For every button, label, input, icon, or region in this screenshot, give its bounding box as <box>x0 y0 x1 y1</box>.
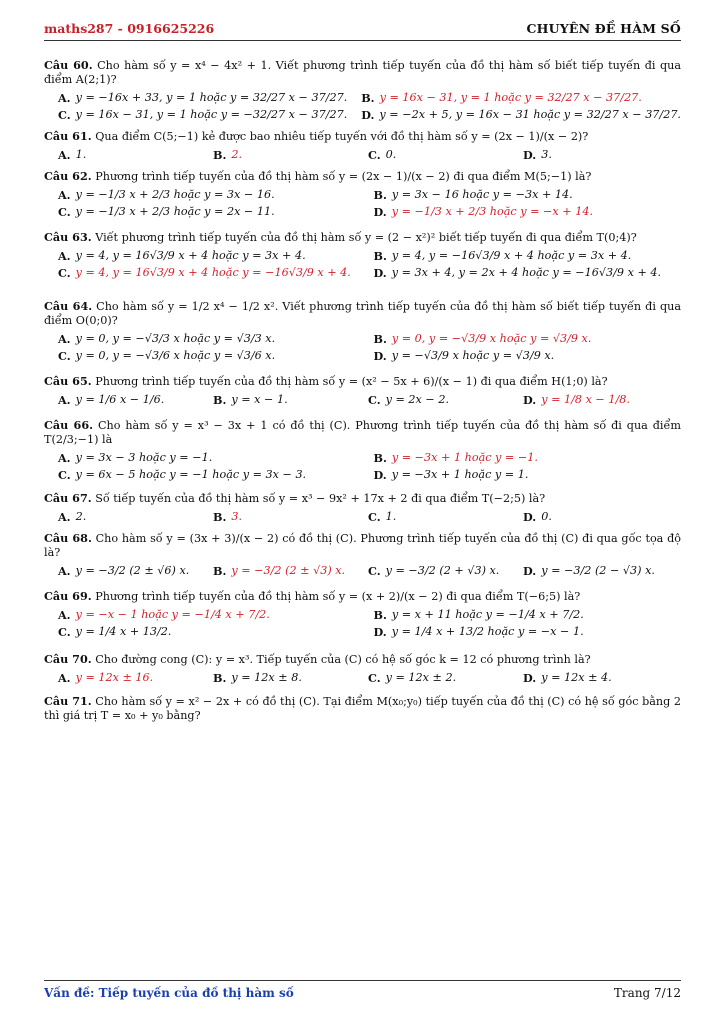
answer-option-a[interactable] <box>58 449 366 466</box>
option-value: 2. <box>231 147 243 161</box>
question-stem: Cho hàm số y = x⁴ − 4x² + 1. Viết phương trình tiếp tuyến của đồ thị hàm số biết tiếp tuyến đi qua điểm A(2;1)? <box>44 59 681 86</box>
question <box>44 374 681 408</box>
option-key: D. <box>523 392 537 407</box>
question <box>44 418 681 483</box>
option-key: A. <box>58 607 71 622</box>
answer-option-b[interactable] <box>213 669 368 686</box>
option-value: y = −1/3 x + 2/3 hoặc y = 3x − 16. <box>75 187 275 201</box>
answer-option-c[interactable] <box>368 146 523 163</box>
question-stem: Cho hàm số y = x² − 2x + có đồ thị (C). Tại điểm M(x₀;y₀) tiếp tuyến của đồ thị (C) có hệ số góc bằng 2 thì giá trị T = x₀ + y₀ bằng? <box>44 695 681 722</box>
question-stem: Phương trình tiếp tuyến của đồ thị hàm số y = (x + 2)/(x − 2) đi qua điểm T(−6;5) là? <box>95 590 581 603</box>
option-key: A. <box>58 392 71 407</box>
question-number: Câu 66. <box>44 418 94 432</box>
option-key: A. <box>58 147 71 162</box>
option-key: A. <box>58 563 71 578</box>
answer-options <box>44 89 681 123</box>
answer-option-d[interactable] <box>523 508 681 525</box>
option-value: y = −3/2 (2 ± √3) x. <box>231 563 346 577</box>
option-value: y = x + 11 hoặc y = −1/4 x + 7/2. <box>391 607 584 621</box>
option-key: D. <box>373 467 387 482</box>
answer-options <box>44 562 681 579</box>
question <box>44 169 681 220</box>
answer-option-a[interactable] <box>58 562 213 579</box>
answer-option-d[interactable] <box>523 146 681 163</box>
answer-options <box>44 606 681 640</box>
question-text <box>44 652 681 667</box>
answer-options <box>44 330 681 364</box>
question-stem: Cho hàm số y = 1/2 x⁴ − 1/2 x². Viết phương trình tiếp tuyến của đồ thị hàm số biết tiếp tuyến đi qua điểm O(0;0)? <box>44 300 681 327</box>
question-text <box>44 299 681 328</box>
question <box>44 230 681 281</box>
option-value: y = 12x ± 2. <box>385 670 457 684</box>
question-text <box>44 169 681 184</box>
question-stem: Số tiếp tuyến của đồ thị hàm số y = x³ − 9x² + 17x + 2 đi qua điểm T(−2;5) là? <box>95 492 546 505</box>
question-stem: Qua điểm C(5;−1) kẻ được bao nhiêu tiếp tuyến với đồ thị hàm số y = (2x − 1)/(x − 2)? <box>95 130 589 143</box>
option-key: A. <box>58 509 71 524</box>
question-text <box>44 531 681 560</box>
answer-options <box>44 508 681 525</box>
option-value: y = −3x + 1 hoặc y = −1. <box>391 450 538 464</box>
answer-option-d[interactable] <box>374 623 682 640</box>
option-key: C. <box>58 467 71 482</box>
option-value: y = 4, y = 16√3/9 x + 4 hoặc y = 3x + 4. <box>75 248 306 262</box>
answer-option-a[interactable] <box>58 508 213 525</box>
option-key: A. <box>58 90 71 105</box>
question-stem: Cho đường cong (C): y = x³. Tiếp tuyến của (C) có hệ số góc k = 12 có phương trình là? <box>95 653 591 666</box>
answer-option-d[interactable] <box>523 669 681 686</box>
option-value: y = 1/8 x − 1/8. <box>541 392 630 406</box>
answer-option-b[interactable] <box>213 146 368 163</box>
option-value: y = 12x ± 16. <box>75 670 154 684</box>
option-value: y = −x − 1 hoặc y = −1/4 x + 7/2. <box>75 607 270 621</box>
author-label: maths287 - 0916625226 <box>44 21 215 37</box>
answer-option-c[interactable] <box>368 391 523 408</box>
answer-option-d[interactable] <box>523 562 681 579</box>
answer-option-b[interactable] <box>213 508 368 525</box>
option-value: y = 12x ± 8. <box>231 670 302 684</box>
answer-option-b[interactable] <box>374 606 682 623</box>
option-key: C. <box>368 509 381 524</box>
option-value: y = −3/2 (2 − √3) x. <box>541 563 655 577</box>
answer-option-c[interactable] <box>368 669 523 686</box>
option-key: C. <box>368 563 381 578</box>
answer-option-d[interactable] <box>374 264 682 281</box>
option-key: D. <box>373 204 387 219</box>
option-value: y = 6x − 5 hoặc y = −1 hoặc y = 3x − 3. <box>75 467 307 481</box>
option-value: y = 1/4 x + 13/2. <box>75 624 172 638</box>
option-value: 2. <box>75 509 87 523</box>
option-key: B. <box>373 607 387 622</box>
question-list <box>44 58 681 729</box>
option-key: B. <box>213 670 227 685</box>
answer-option-a[interactable] <box>58 606 366 623</box>
option-key: B. <box>373 450 387 465</box>
option-key: C. <box>58 204 71 219</box>
answer-options <box>44 449 681 483</box>
answer-option-b[interactable] <box>374 330 682 347</box>
option-key: B. <box>373 187 387 202</box>
option-value: y = −3/2 (2 + √3) x. <box>385 563 500 577</box>
answer-option-d[interactable] <box>374 203 682 220</box>
answer-option-a[interactable] <box>58 669 213 686</box>
page-header <box>44 19 681 41</box>
question <box>44 491 681 525</box>
option-key: A. <box>58 187 71 202</box>
answer-option-c[interactable] <box>58 623 366 640</box>
answer-options <box>44 391 681 408</box>
option-key: C. <box>58 265 71 280</box>
answer-option-b[interactable] <box>374 247 682 264</box>
option-value: y = 0, y = −√3/6 x hoặc y = √3/6 x. <box>75 348 276 362</box>
answer-option-c[interactable] <box>58 264 366 281</box>
option-value: y = −√3/9 x hoặc y = √3/9 x. <box>391 348 555 362</box>
option-value: y = x − 1. <box>231 392 288 406</box>
option-value: y = 3x + 4, y = 2x + 4 hoặc y = −16√3/9 x + 4. <box>391 265 662 279</box>
question-stem: Cho hàm số y = x³ − 3x + 1 có đồ thị (C). Phương trình tiếp tuyến của đồ thị hàm số đi qua điểm T(2/3;−1) là <box>44 419 681 446</box>
option-key: D. <box>373 265 387 280</box>
question-number: Câu 60. <box>44 58 93 72</box>
option-value: 3. <box>231 509 243 523</box>
option-key: B. <box>361 90 375 105</box>
answer-option-d[interactable] <box>523 391 681 408</box>
option-key: D. <box>523 509 537 524</box>
option-value: y = −2x + 5, y = 16x − 31 hoặc y = 32/27 x − 37/27. <box>379 107 681 121</box>
question-number: Câu 63. <box>44 230 92 244</box>
question-text <box>44 129 681 144</box>
answer-option-b[interactable] <box>374 186 682 203</box>
option-value: y = 4, y = −16√3/9 x + 4 hoặc y = 3x + 4. <box>391 248 632 262</box>
question-stem: Phương trình tiếp tuyến của đồ thị hàm số y = (x² − 5x + 6)/(x − 1) đi qua điểm H(1;0) là? <box>95 375 608 388</box>
option-key: C. <box>58 107 71 122</box>
option-key: B. <box>213 509 227 524</box>
answer-option-c[interactable] <box>368 562 523 579</box>
option-key: C. <box>58 348 71 363</box>
question <box>44 652 681 686</box>
topic-title: CHUYÊN ĐỀ HÀM SỐ <box>526 21 681 37</box>
option-value: y = −16x + 33, y = 1 hoặc y = 32/27 x − 37/27. <box>75 90 348 104</box>
answer-options <box>44 247 681 281</box>
option-value: 3. <box>541 147 552 161</box>
option-key: D. <box>361 107 375 122</box>
question-text <box>44 491 681 506</box>
question-text <box>44 418 681 447</box>
option-key: C. <box>368 147 381 162</box>
question-text <box>44 58 681 87</box>
option-key: D. <box>523 563 537 578</box>
question-text <box>44 374 681 389</box>
option-key: A. <box>58 248 71 263</box>
option-value: y = 1/4 x + 13/2 hoặc y = −x − 1. <box>391 624 584 638</box>
answer-option-d[interactable] <box>374 347 682 364</box>
answer-option-c[interactable] <box>58 106 353 123</box>
option-value: y = 4, y = 16√3/9 x + 4 hoặc y = −16√3/9 x + 4. <box>75 265 351 279</box>
question-stem: Cho hàm số y = (3x + 3)/(x − 2) có đồ thị (C). Phương trình tiếp tuyến của đồ thị (C) đi qua gốc tọa độ là? <box>44 532 681 559</box>
option-value: y = 16x − 31, y = 1 hoặc y = 32/27 x − 37/27. <box>379 90 642 104</box>
question <box>44 299 681 364</box>
question <box>44 531 681 579</box>
question-text <box>44 230 681 245</box>
option-key: B. <box>213 147 227 162</box>
answer-options <box>44 146 681 163</box>
question <box>44 694 681 723</box>
option-value: y = −1/3 x + 2/3 hoặc y = 2x − 11. <box>75 204 275 218</box>
option-value: y = 16x − 31, y = 1 hoặc y = −32/27 x − 37/27. <box>75 107 348 121</box>
option-value: y = 12x ± 4. <box>541 670 612 684</box>
answer-option-b[interactable] <box>213 391 368 408</box>
answer-option-b[interactable] <box>361 89 681 106</box>
option-key: C. <box>368 670 381 685</box>
answer-option-a[interactable] <box>58 247 366 264</box>
question-number: Câu 65. <box>44 374 92 388</box>
answer-options <box>44 669 681 686</box>
answer-option-a[interactable] <box>58 330 366 347</box>
page-number: Trang 7/12 <box>613 986 681 1000</box>
option-value: 1. <box>385 509 397 523</box>
question-stem: Viết phương trình tiếp tuyến của đồ thị hàm số y = (2 − x²)² biết tiếp tuyến đi qua điểm T(0;4)? <box>95 231 637 244</box>
option-key: A. <box>58 670 71 685</box>
option-key: C. <box>58 624 71 639</box>
answer-option-b[interactable] <box>374 449 682 466</box>
page-footer <box>44 980 681 1001</box>
question-number: Câu 62. <box>44 169 92 183</box>
option-value: 1. <box>75 147 87 161</box>
option-key: B. <box>213 392 227 407</box>
question-number: Câu 61. <box>44 129 92 143</box>
option-key: A. <box>58 331 71 346</box>
option-value: y = 0, y = −√3/3 x hoặc y = √3/3 x. <box>75 331 276 345</box>
question-number: Câu 70. <box>44 652 92 666</box>
answer-option-c[interactable] <box>368 508 523 525</box>
option-value: y = −3x + 1 hoặc y = 1. <box>391 467 529 481</box>
option-key: D. <box>523 147 537 162</box>
option-value: y = −1/3 x + 2/3 hoặc y = −x + 14. <box>391 204 594 218</box>
option-value: y = −3/2 (2 ± √6) x. <box>75 563 190 577</box>
option-value: 0. <box>541 509 552 523</box>
option-value: y = 3x − 16 hoặc y = −3x + 14. <box>391 187 573 201</box>
answer-option-c[interactable] <box>58 466 366 483</box>
answer-option-d[interactable] <box>374 466 682 483</box>
option-key: B. <box>373 248 387 263</box>
question-number: Câu 69. <box>44 589 92 603</box>
option-key: C. <box>368 392 381 407</box>
answer-option-b[interactable] <box>213 562 368 579</box>
option-key: B. <box>213 563 227 578</box>
question-number: Câu 67. <box>44 491 92 505</box>
question-stem: Phương trình tiếp tuyến của đồ thị hàm số y = (2x − 1)/(x − 2) đi qua điểm M(5;−1) là? <box>95 170 592 183</box>
question-text <box>44 589 681 604</box>
answer-option-a[interactable] <box>58 146 213 163</box>
answer-option-a[interactable] <box>58 89 353 106</box>
option-key: D. <box>523 670 537 685</box>
option-value: y = 2x − 2. <box>385 392 450 406</box>
section-title: Vấn đề: Tiếp tuyến của đồ thị hàm số <box>44 986 294 1000</box>
question-number: Câu 68. <box>44 531 92 545</box>
answer-options <box>44 186 681 220</box>
option-key: B. <box>373 331 387 346</box>
option-key: D. <box>373 624 387 639</box>
answer-option-c[interactable] <box>58 347 366 364</box>
answer-option-a[interactable] <box>58 186 366 203</box>
question-number: Câu 71. <box>44 694 92 708</box>
question-text <box>44 694 681 723</box>
answer-option-c[interactable] <box>58 203 366 220</box>
question <box>44 129 681 163</box>
question-number: Câu 64. <box>44 299 93 313</box>
answer-option-d[interactable] <box>361 106 681 123</box>
option-value: y = 0, y = −√3/9 x hoặc y = √3/9 x. <box>391 331 592 345</box>
option-key: A. <box>58 450 71 465</box>
question <box>44 58 681 123</box>
option-value: y = 1/6 x − 1/6. <box>75 392 165 406</box>
option-value: y = 3x − 3 hoặc y = −1. <box>75 450 213 464</box>
question <box>44 589 681 640</box>
option-key: D. <box>373 348 387 363</box>
option-value: 0. <box>385 147 397 161</box>
answer-option-a[interactable] <box>58 391 213 408</box>
